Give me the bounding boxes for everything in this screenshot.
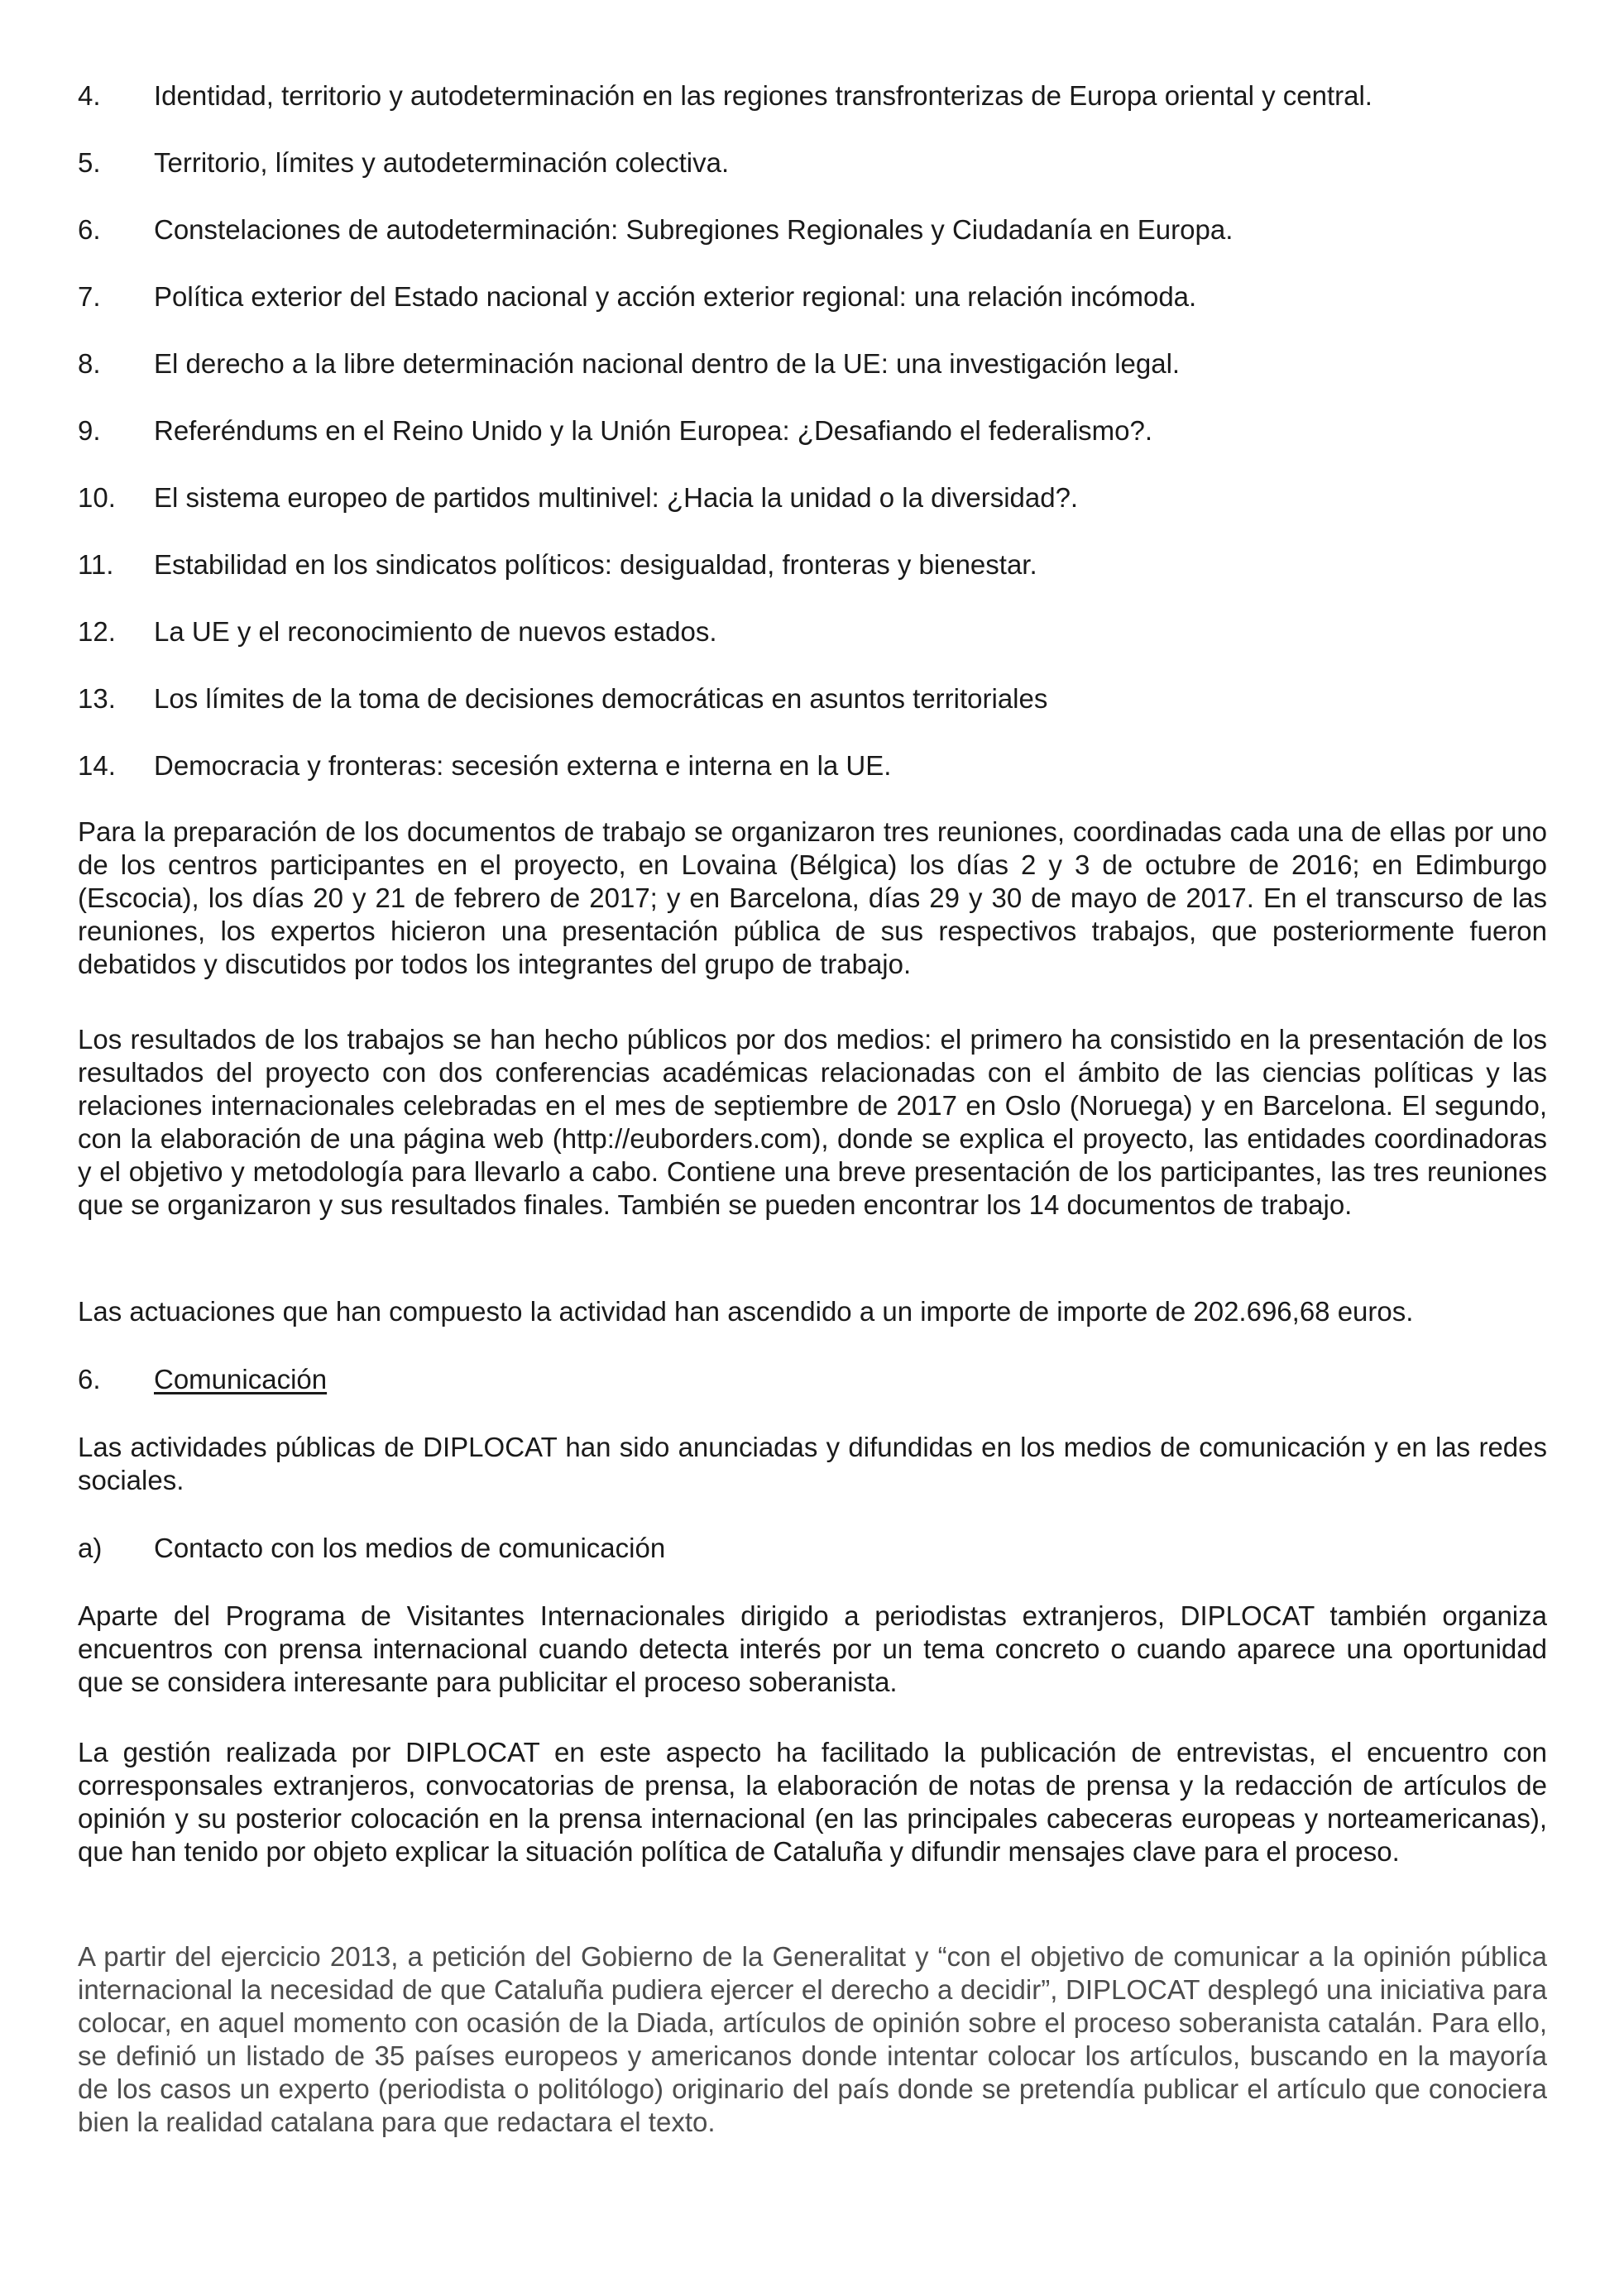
paragraph-visitors: Aparte del Programa de Visitantes Internacionales dirigido a periodistas extranjeros, DIPLOCAT también organiza encuentros con prensa internacional cuando detecta interés por un tema concreto o cuando aparece una oportunidad que se considera interesante para publicitar el proceso soberanista. <box>78 1600 1547 1697</box>
list-text: El sistema europeo de partidos multinivel: ¿Hacia la unidad o la diversidad?. <box>154 482 1079 513</box>
paragraph-results: Los resultados de los trabajos se han hecho públicos por dos medios: el primero ha consistido en la presentación de los resultados del proyecto con dos conferencias académicas relacionadas con el ámbito de las ciencias políticas y las relaciones internacionales celebradas en el mes de septiembre de 2017 en Oslo (Noruega) y en Barcelona. El segundo, con la elaboración de una página web (http://euborders.com), donde se explica el proyecto, las entidades coordinadoras y el objetivo y metodología para llevarlo a cabo. Contiene una breve presentación de los participantes, las tres reuniones que se organizaron y sus resultados finales. También se pueden encontrar los 14 documentos de trabajo. <box>78 1024 1547 1220</box>
paragraph-meetings: Para la preparación de los documentos de trabajo se organizaron tres reuniones, coordinadas cada una de ellas por uno de los centros participantes en el proyecto, en Lovaina (Bélgica) los días 2 y 3 de octubre de 2016; en Edimburgo (Escocia), los días 20 y 21 de febrero de 2017; y en Barcelona, días 29 y 30 de mayo de 2017. En el transcurso de las reuniones, los expertos hicieron una presentación pública de sus respectivos trabajos, que posteriormente fueron debatidos y discutidos por todos los integrantes del grupo de trabajo. <box>78 816 1547 979</box>
paragraph-articles: A partir del ejercicio 2013, a petición del Gobierno de la Generalitat y “con el objetivo de comunicar a la opinión pública internacional la necesidad de que Cataluña pudiera ejercer el derecho a decidir”, DIPLOCAT desplegó una iniciativa para colocar, en aquel momento con ocasión de la Diada, artículos de opinión sobre el proceso soberanista catalán. Para ello, se definió un listado de 35 países europeos y americanos donde intentar colocar los artículos, buscando en la mayoría de los casos un experto (periodista o politólogo) originario del país donde se pretendía publicar el artículo que conociera bien la realidad catalana para que redactara el texto. <box>78 1941 1547 2137</box>
list-number: 5. <box>78 147 101 178</box>
list-text: Los límites de la toma de decisiones democráticas en asuntos territoriales <box>154 683 1048 714</box>
list-number: 13. <box>78 683 116 714</box>
section-number: 6. <box>78 1364 101 1394</box>
list-number: 6. <box>78 214 101 245</box>
paragraph-activities: Las actividades públicas de DIPLOCAT han sido anunciadas y difundidas en los medios de comunicación y en las redes sociales. <box>78 1432 1547 1495</box>
subsection-letter: a) <box>78 1533 103 1563</box>
list-text: Territorio, límites y autodeterminación colectiva. <box>154 147 730 178</box>
subsection-title: Contacto con los medios de comunicación <box>154 1533 666 1563</box>
list-text: Constelaciones de autodeterminación: Subregiones Regionales y Ciudadanía en Europa. <box>154 214 1234 245</box>
list-text: Referéndums en el Reino Unido y la Unión Europea: ¿Desafiando el federalismo?. <box>154 415 1153 446</box>
section-title: Comunicación <box>154 1364 328 1394</box>
list-text: El derecho a la libre determinación nacional dentro de la UE: una investigación legal. <box>154 348 1181 379</box>
paragraph-amount: Las actuaciones que han compuesto la actividad han ascendido a un importe de importe de 202.696,68 euros. <box>78 1296 1414 1327</box>
list-number: 8. <box>78 348 101 379</box>
list-number: 12. <box>78 616 116 647</box>
list-number: 7. <box>78 281 101 312</box>
paragraph-management: La gestión realizada por DIPLOCAT en este aspecto ha facilitado la publicación de entrevistas, el encuentro con corresponsales extranjeros, convocatorias de prensa, la elaboración de notas de prensa y la redacción de artículos de opinión y su posterior colocación en la prensa internacional (en las principales cabeceras europeas y norteamericanas), que han tenido por objeto explicar la situación política de Cataluña y difundir mensajes clave para el proceso. <box>78 1737 1547 1867</box>
list-number: 14. <box>78 750 116 781</box>
list-text: Democracia y fronteras: secesión externa e interna en la UE. <box>154 750 892 781</box>
list-number: 11. <box>78 549 114 580</box>
list-text: Identidad, territorio y autodeterminación en las regiones transfronterizas de Europa oriental y central. <box>154 80 1372 111</box>
list-text: Estabilidad en los sindicatos políticos: desigualdad, fronteras y bienestar. <box>154 549 1037 580</box>
list-number: 9. <box>78 415 101 446</box>
list-number: 4. <box>78 80 101 111</box>
list-number: 10. <box>78 482 116 513</box>
list-text: Política exterior del Estado nacional y acción exterior regional: una relación incómoda. <box>154 281 1197 312</box>
list-text: La UE y el reconocimiento de nuevos estados. <box>154 616 717 647</box>
